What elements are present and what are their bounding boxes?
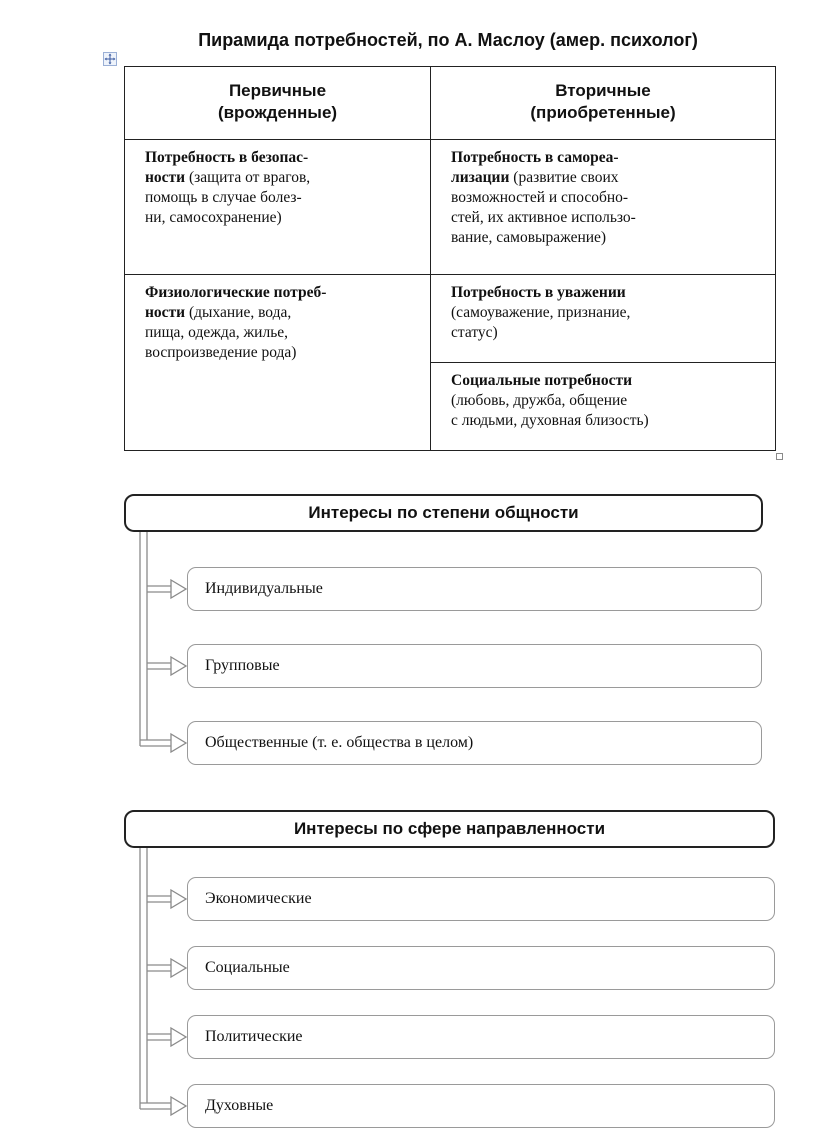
need-description: (развитие своих возможностей и способно- стей, их активное использо- вание, самовыражение): [451, 169, 636, 246]
page-title: Пирамида потребностей, по А. Маслоу (амер. психолог): [198, 30, 698, 50]
header-primary-line1: Первичные: [228, 81, 327, 100]
interest-group-header: Интересы по сфере направленности: [124, 810, 775, 848]
interest-item: Индивидуальные: [187, 567, 762, 611]
arrow-right-icon: [171, 959, 186, 977]
interest-item: Экономические: [187, 877, 775, 921]
need-title: Потребность в уважении: [451, 284, 626, 301]
need-title: Социальные потребности: [451, 372, 633, 389]
header-secondary-line2: (приобретенные): [530, 103, 676, 122]
header-primary-line2: (врожденные): [217, 103, 338, 122]
need-description: (самоуважение, признание, статус): [451, 304, 631, 341]
arrow-right-icon: [171, 1097, 186, 1115]
interest-item: Групповые: [187, 644, 762, 688]
need-title: Потребность в самореа- лизации: [451, 149, 619, 186]
interest-item: Общественные (т. е. общества в целом): [187, 721, 762, 765]
interest-item: Социальные: [187, 946, 775, 990]
header-secondary-line1: Вторичные: [555, 81, 651, 100]
need-title: Потребность в безопас- ности: [145, 149, 309, 186]
need-title: Физиологические потреб- ности: [145, 284, 327, 321]
arrow-right-icon: [171, 1028, 186, 1046]
arrow-right-icon: [171, 890, 186, 908]
interest-item: Духовные: [187, 1084, 775, 1128]
need-description: (защита от врагов, помощь в случае болез- ни, самосохранение): [145, 169, 311, 226]
interest-item: Политические: [187, 1015, 775, 1059]
need-description: (дыхание, вода, пища, одежда, жилье, воспроизведение рода): [145, 304, 297, 361]
need-description: (любовь, дружба, общение с людьми, духовная близость): [451, 392, 649, 429]
interest-group-header: Интересы по степени общности: [124, 494, 763, 532]
